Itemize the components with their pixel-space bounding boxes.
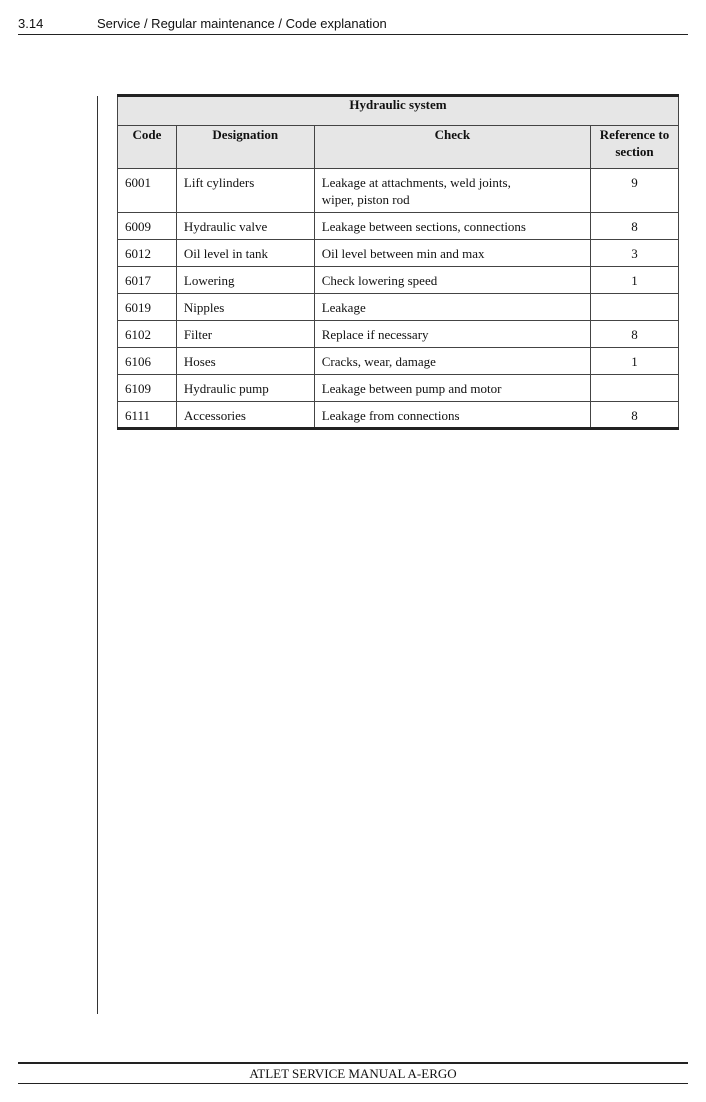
cell-check: Leakage from connections — [314, 402, 590, 429]
table-row — [118, 375, 679, 402]
cell-reference: 8 — [591, 213, 679, 240]
cell-check-line2: wiper, piston rod — [321, 192, 410, 207]
cell-code: 6009 — [118, 213, 177, 240]
cell-code: 6017 — [118, 267, 177, 294]
cell-designation: Accessories — [176, 402, 314, 429]
cell-reference — [591, 375, 679, 402]
footer-rule-top — [18, 1062, 688, 1064]
cell-code: 6019 — [118, 294, 177, 321]
cell-designation: Oil level in tank — [176, 240, 314, 267]
cell-check: Check lowering speed — [314, 267, 590, 294]
cell-reference: 8 — [591, 321, 679, 348]
table-row — [118, 348, 679, 375]
cell-check-line1: Leakage at attachments, weld joints, — [321, 175, 511, 190]
table-row — [118, 267, 679, 294]
table-row — [118, 402, 679, 429]
table-header-row — [118, 126, 679, 169]
table-title-row — [118, 96, 679, 126]
column-header-designation: Designation — [176, 126, 314, 169]
revision-bar — [97, 96, 98, 1014]
cell-designation: Nipples — [176, 294, 314, 321]
hydraulic-system-table — [117, 94, 679, 430]
table-row — [118, 213, 679, 240]
cell-reference: 8 — [591, 402, 679, 429]
cell-reference: 1 — [591, 267, 679, 294]
cell-reference: 3 — [591, 240, 679, 267]
footer-rule-bottom — [18, 1083, 688, 1084]
footer-title: ATLET SERVICE MANUAL A-ERGO — [249, 1066, 457, 1081]
cell-code: 6106 — [118, 348, 177, 375]
cell-designation: Hydraulic pump — [176, 375, 314, 402]
column-header-check: Check — [314, 126, 590, 169]
cell-check: Leakage between sections, connections — [314, 213, 590, 240]
cell-code: 6111 — [118, 402, 177, 429]
cell-designation: Filter — [176, 321, 314, 348]
page-header — [18, 14, 688, 35]
cell-code: 6102 — [118, 321, 177, 348]
cell-check: Replace if necessary — [314, 321, 590, 348]
cell-code: 6001 — [118, 169, 177, 213]
cell-designation: Hydraulic valve — [176, 213, 314, 240]
column-header-reference-line1: Reference to — [599, 127, 670, 142]
cell-designation: Hoses — [176, 348, 314, 375]
cell-code: 6109 — [118, 375, 177, 402]
table-title: Hydraulic system — [118, 96, 679, 126]
cell-reference — [591, 294, 679, 321]
column-header-code: Code — [118, 126, 177, 169]
column-header-reference-line2: section — [615, 144, 654, 159]
cell-code: 6012 — [118, 240, 177, 267]
cell-designation: Lowering — [176, 267, 314, 294]
cell-check: Leakage between pump and motor — [314, 375, 590, 402]
section-number: 3.14 — [18, 16, 44, 31]
cell-reference: 1 — [591, 348, 679, 375]
table-row — [118, 169, 679, 213]
table-row — [118, 321, 679, 348]
table-row — [118, 294, 679, 321]
cell-check — [314, 169, 590, 213]
breadcrumb: Service / Regular maintenance / Code explanation — [97, 16, 387, 31]
cell-check: Leakage — [314, 294, 590, 321]
table-row — [118, 240, 679, 267]
cell-check: Oil level between min and max — [314, 240, 590, 267]
cell-check: Cracks, wear, damage — [314, 348, 590, 375]
cell-designation: Lift cylinders — [176, 169, 314, 213]
cell-reference: 9 — [591, 169, 679, 213]
column-header-reference — [591, 126, 679, 169]
